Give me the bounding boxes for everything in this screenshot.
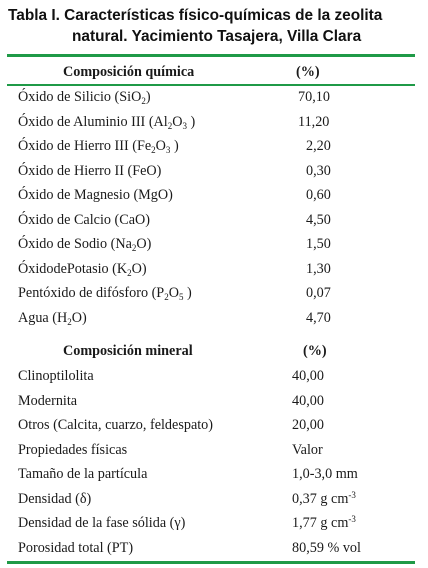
row-label: Óxido de Aluminio III ($Al_2O_3$ ) [18,113,196,131]
row-label: Densidad (δ) [18,490,92,507]
section-header-chemical [18,60,418,85]
row-label: Óxido de Calcio (CaO) [18,211,150,228]
table-row [18,257,418,282]
table-row [18,364,418,389]
row-value: 1,77 g $cm^{-3}$ [292,514,356,531]
row-label: Pentóxido de difósforo ($P_2O_5$ ) [18,285,192,302]
row-value: 0,07 [306,285,331,301]
table-row [18,389,418,414]
row-value: 0,30 [306,162,331,179]
row-value: 0,60 [306,187,331,203]
row-value: 0,37 g $cm^{-3}$ [292,489,356,507]
row-label: Óxido de Sodio $(Na_2O)$ [18,236,152,253]
row-label: Otros (Calcita, cuarzo, feldespato) [18,417,213,433]
row-label: Propiedades físicas [18,441,128,458]
row-label: Óxido de Magnesio (MgO) [18,187,173,203]
header-value: (%) [303,343,327,359]
row-label: ÓxidodePotasio $(K_2O)$ [18,260,147,278]
table-title-line-2: natural. Yacimiento Tasajera, Villa Clara [72,28,362,45]
table-row [18,110,418,135]
row-value: Valor [292,441,323,458]
top-rule [7,54,415,57]
table-row [18,281,418,306]
row-value: 1,50 [306,236,331,252]
row-label: Densidad de la fase sólida (γ) [18,515,186,531]
table-row [18,232,418,257]
table-row [18,511,418,536]
table-row [18,306,418,331]
table-row [18,438,418,463]
header-label: Composición química [63,64,195,80]
section-header-mineral [18,339,418,364]
row-label: Agua $(H_2O)$ [18,309,87,327]
header-label: Composición mineral [63,343,193,359]
table-title-line-1: Tabla I. Características físico-químicas de la zeolita [8,7,383,24]
table-row [18,487,418,512]
row-label: Porosidad total (PT) [18,539,134,556]
row-value: 80,59 % vol [292,539,361,556]
row-value: 1,0-3,0 mm [292,466,358,482]
row-label: Óxido de Hierro III ($Fe_2O_3$ ) [18,138,179,155]
table-row [18,85,418,110]
table-row [18,462,418,487]
row-label: Óxido de Silicio (SiO$_2$) [18,89,151,106]
row-value: 40,00 [292,392,324,409]
row-value: 11,20 [298,113,330,130]
table-row [18,159,418,184]
row-value: 4,70 [306,309,331,326]
table-row [18,134,418,159]
row-label: Clinoptilolita [18,368,94,384]
row-value: 20,00 [292,417,324,433]
row-value: 1,30 [306,260,331,277]
row-value: 70,10 [298,89,330,105]
table-row [18,208,418,233]
row-label: Modernita [18,392,78,409]
header-value: (%) [296,64,320,80]
row-value: 40,00 [292,368,324,384]
table-row [18,413,418,438]
table-row [18,536,418,561]
table-title [8,5,424,47]
row-label: Óxido de Hierro II (FeO) [18,162,162,179]
bottom-rule [7,561,415,564]
table-row [18,183,418,208]
row-value: 2,20 [306,138,331,154]
row-value: 4,50 [306,211,331,228]
row-label: Tamaño de la partícula [18,466,148,482]
